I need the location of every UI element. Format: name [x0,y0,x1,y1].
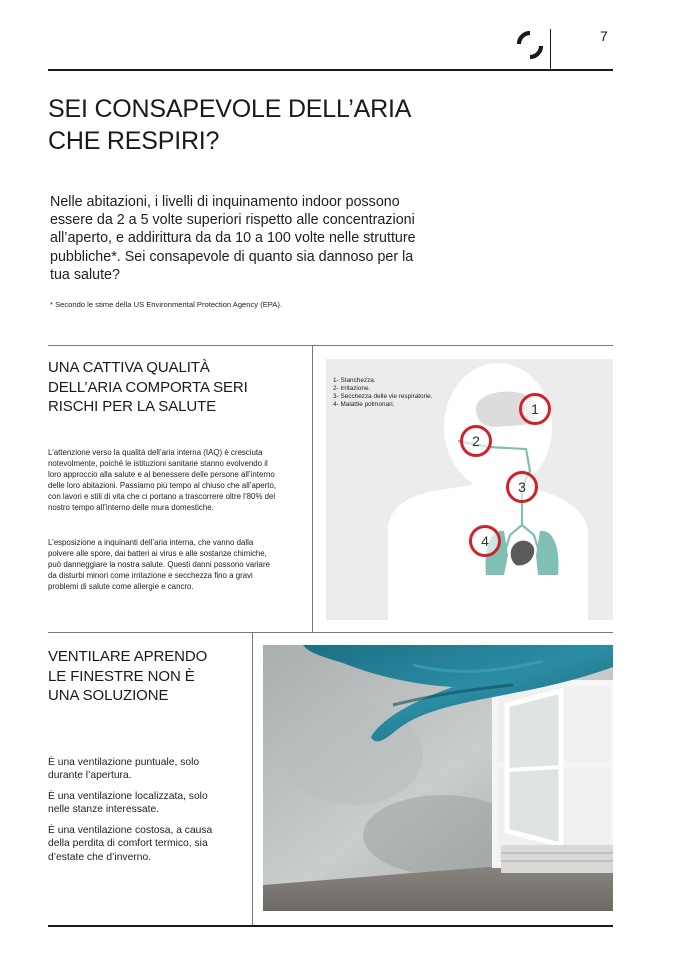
legend-item: 2- Irritazione. [333,385,371,392]
legend-item: 4- Malattie polmonari. [333,401,395,408]
marker-label: 2 [472,433,480,449]
marker-label: 4 [481,533,489,549]
section2-heading [48,647,248,706]
top-rule [48,69,613,71]
bottom-rule [48,925,613,927]
brand-logo-icon [515,30,545,60]
page-number: 7 [600,28,608,44]
section2-point-2: È una ventilazione localizzata, solo nelle stanze interessate. [48,791,208,816]
footnote: * Secondo le stime della US Environmental Protection Agency (EPA). [50,300,283,309]
window-curtain-illustration [263,645,613,911]
marker-label: 3 [518,479,526,495]
section2-heading-line: LE FINESTRE NON È [48,667,195,685]
radiator [501,845,613,873]
section1-top-rule [48,345,613,346]
marker-3 [506,471,538,503]
section1-vertical-divider [312,345,313,632]
marker-4 [469,525,501,557]
marker-label: 1 [531,401,539,417]
section2-vertical-divider [252,632,253,925]
legend-item: 3- Secchezza delle vie respiratorie. [333,393,433,400]
section2-top-rule [48,632,613,633]
section1-heading-line: UNA CATTIVA QUALITÀ [48,359,210,376]
section2-heading-line: VENTILARE APRENDO [48,648,208,665]
page-title-line: CHE RESPIRI? [48,127,220,155]
section1-heading-line: DELL’ARIA COMPORTA SERI [48,378,248,396]
section2-point-3: È una ventilazione costosa, a causa della perdita di comfort termico, sia d’estate che d’inverno. [48,825,213,863]
section1-paragraph-1: L’attenzione verso la qualità dell’aria interna (IAQ) è cresciuta notevolmente, poiché le istituzioni sanitarie stanno evolvendo il loro approccio alla salute e al benessere delle persone all’interno delle loro abitazioni. Passiamo più tempo al chiuso che all’aperto, con lavori e stili di vita che ci portano a trascorrere oltre l’80% del nostro tempo all’interno delle mura domestiche. [48,448,277,512]
section1-heading [48,358,298,417]
marker-2 [460,425,492,457]
page-title [48,93,468,157]
section1-heading-line: RISCHI PER LA SALUTE [48,398,217,415]
marker-1 [519,393,551,425]
intro-paragraph: Nelle abitazioni, i livelli di inquinamento indoor possono essere da 2 a 5 volte superiori rispetto alle concentrazioni all’aperto, e addirittura da da 10 a 100 volte nelle strutture pubbliche*. Sei consapevole di quanto sia dannoso per la tua salute? [50,194,416,283]
health-illustration [326,359,613,620]
page-title-line: SEI CONSAPEVOLE DELL’ARIA [48,95,412,123]
section1-paragraph-2: L’esposizione a inquinanti dell’aria interna, che vanno dalla polvere alle spore, dai batteri ai virus e alle sostanze chimiche, può danneggiare la nostra salute. Questi danni possono variare da disturbi minori come irritazione e secchezza fino a gravi problemi di salute come allergie e cancro. [48,538,270,591]
illustration-legend [333,377,432,409]
open-window-photo [263,645,613,911]
section2-point-1: È una ventilazione puntuale, solo durante l’apertura. [48,757,200,782]
header-divider [550,29,551,70]
head-silhouette [444,363,552,491]
section2-heading-line: UNA SOLUZIONE [48,687,169,704]
legend-item: 1- Stanchezza. [333,377,376,384]
